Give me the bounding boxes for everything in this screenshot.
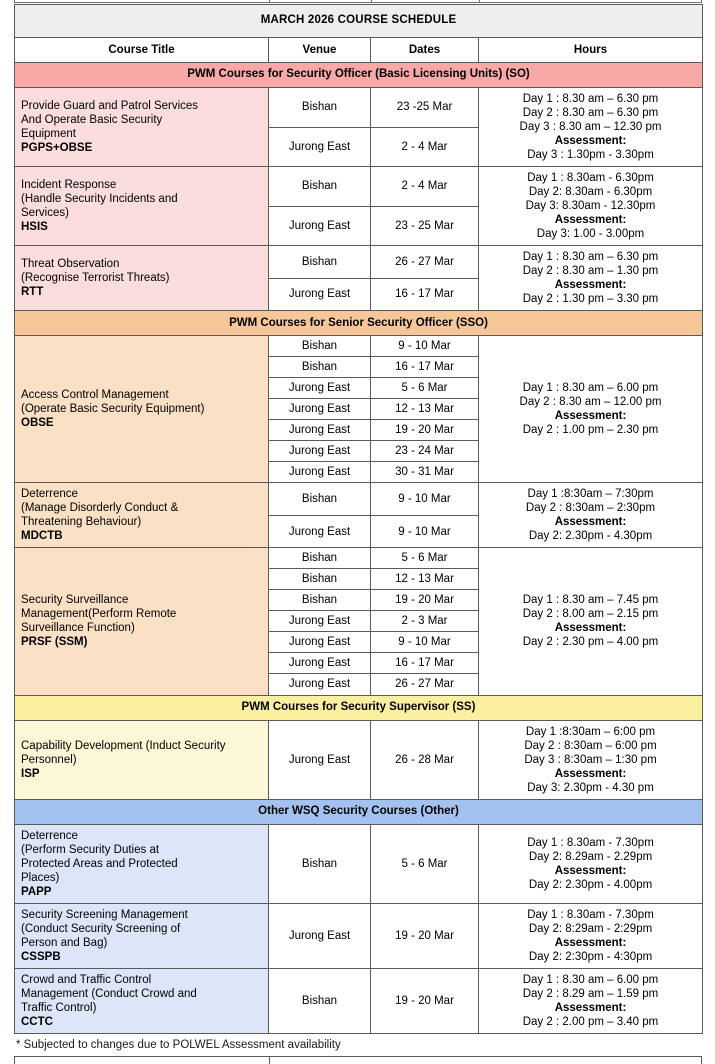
course-title-line: Equipment	[21, 128, 76, 141]
hours-line: Assessment:	[554, 864, 627, 877]
dates-cell: 9 - 10 Mar	[371, 483, 479, 516]
hours-line: Day 3 : 8:30am – 1:30 pm	[524, 753, 657, 766]
dates-cell: 2 - 3 Mar	[371, 611, 479, 632]
hours-line: Assessment:	[554, 279, 627, 292]
dates-cell: 23 - 25 Mar	[371, 206, 479, 246]
course-title-cell	[15, 336, 269, 483]
hours-line: Day 2 : 8:30am – 6:00 pm	[524, 739, 657, 752]
column-header-course-title: Course Title	[15, 38, 269, 63]
footnote: * Subjected to changes due to POLWEL Assessment availability	[16, 1039, 341, 1051]
hours-line: Day 2 : 1.00 pm – 2.30 pm	[522, 424, 659, 437]
column-header-venue: Venue	[269, 38, 371, 63]
course-title-line: (Conduct Security Screening of	[21, 922, 181, 935]
venue-cell: Bishan	[269, 88, 371, 128]
section-band-row	[15, 799, 703, 824]
venue-cell: Jurong East	[269, 278, 371, 311]
hours-line: Assessment:	[554, 135, 627, 148]
hours-line: Day 2 : 8.00 am – 2.15 pm	[522, 608, 659, 621]
course-title-line: Personnel)	[21, 753, 77, 766]
course-title-line: Deterrence	[21, 829, 78, 842]
course-code: CCTC	[21, 1015, 53, 1028]
section-band-row	[15, 695, 703, 720]
dates-cell: 5 - 6 Mar	[371, 548, 479, 569]
course-title-line: Access Control Management	[21, 389, 169, 402]
section-band-label: PWM Courses for Senior Security Officer (SSO)	[15, 311, 703, 336]
venue-cell: Jurong East	[269, 903, 371, 968]
hours-line: Day 2 : 8.30 am – 1.30 pm	[522, 265, 659, 278]
course-title-line: (Recognise Terrorist Threats)	[21, 272, 170, 285]
hours-cell	[479, 548, 703, 695]
section-band-row	[15, 63, 703, 88]
clipped-divider	[269, 1057, 270, 1064]
course-title-cell	[15, 167, 269, 246]
hours-line: Day 2: 2.30pm - 4.30pm	[528, 530, 653, 543]
course-title-line: Crowd and Traffic Control	[21, 973, 152, 986]
hours-line: Day 1 : 8.30 am – 7.45 pm	[522, 594, 659, 607]
dates-cell: 16 - 17 Mar	[371, 653, 479, 674]
hours-cell	[479, 824, 703, 903]
course-code: PAPP	[21, 885, 52, 898]
hours-line: Day 2 : 8.30 am – 6.30 pm	[522, 107, 659, 120]
hours-cell	[479, 336, 703, 483]
section-band-label: PWM Courses for Security Supervisor (SS)	[15, 695, 703, 720]
hours-line: Day 3: 1.00 - 3.00pm	[536, 228, 645, 241]
hours-line: Day 1 : 8.30 am – 6.00 pm	[522, 382, 659, 395]
dates-cell: 19 - 20 Mar	[371, 968, 479, 1033]
course-code: ISP	[21, 767, 40, 780]
hours-line: Day 2 : 1.30 pm – 3.30 pm	[522, 293, 659, 306]
venue-cell: Bishan	[269, 590, 371, 611]
venue-cell: Bishan	[269, 336, 371, 357]
venue-cell: Bishan	[269, 167, 371, 207]
hours-line: Day 2: 8:29am - 2:29pm	[528, 922, 653, 935]
table-row	[15, 720, 703, 799]
section-band-row	[15, 311, 703, 336]
dates-cell: 9 - 10 Mar	[371, 336, 479, 357]
dates-cell: 30 - 31 Mar	[371, 462, 479, 483]
venue-cell: Jurong East	[269, 515, 371, 548]
table-row	[15, 167, 703, 207]
dates-cell: 16 - 17 Mar	[371, 278, 479, 311]
course-title-line: Places)	[21, 871, 60, 884]
course-title-line: Security Surveillance	[21, 594, 129, 607]
dates-cell: 2 - 4 Mar	[371, 127, 479, 167]
venue-cell: Jurong East	[269, 399, 371, 420]
hours-line: Day 3: 8.30am - 12.30pm	[525, 200, 656, 213]
hours-line: Day 1 : 8.30am - 7.30pm	[527, 836, 654, 849]
course-code: MDCTB	[21, 530, 63, 543]
course-title-cell	[15, 246, 269, 311]
hours-line: Day 1 :8:30am – 7:30pm	[527, 488, 654, 501]
hours-line: Day 1 : 8.30am - 6.30pm	[527, 172, 654, 185]
course-title-cell	[15, 720, 269, 799]
dates-cell: 19 - 20 Mar	[371, 590, 479, 611]
venue-cell: Jurong East	[269, 420, 371, 441]
course-title-line: Traffic Control)	[21, 1001, 97, 1014]
hours-line: Day 3: 2.30pm - 4.30 pm	[527, 781, 654, 794]
hours-cell	[479, 720, 703, 799]
hours-line: Day 1 : 8.30 am – 6.00 pm	[522, 973, 659, 986]
dates-cell: 23 - 24 Mar	[371, 441, 479, 462]
venue-cell: Jurong East	[269, 674, 371, 695]
course-title-line: And Operate Basic Security	[21, 114, 163, 127]
table-row	[15, 824, 703, 903]
dates-cell: 23 -25 Mar	[371, 88, 479, 128]
course-title-line: Deterrence	[21, 488, 78, 501]
column-header-hours: Hours	[479, 38, 703, 63]
dates-cell: 12 - 13 Mar	[371, 569, 479, 590]
table-row	[15, 548, 703, 569]
venue-cell: Bishan	[269, 824, 371, 903]
venue-cell: Jurong East	[269, 653, 371, 674]
hours-line: Assessment:	[554, 622, 627, 635]
course-title-cell	[15, 548, 269, 695]
dates-cell: 19 - 20 Mar	[371, 420, 479, 441]
hours-cell	[479, 88, 703, 167]
course-title-cell	[15, 824, 269, 903]
course-title-line: (Perform Security Duties at	[21, 843, 160, 856]
course-title-line: (Handle Security Incidents and	[21, 193, 178, 206]
dates-cell: 5 - 6 Mar	[371, 378, 479, 399]
course-code: HSIS	[21, 221, 48, 234]
hours-line: Day 2 : 8:30am – 2:30pm	[525, 502, 656, 515]
course-title-line: Person and Bag)	[21, 936, 108, 949]
course-title-line: Protected Areas and Protected	[21, 857, 178, 870]
title-row	[15, 5, 703, 38]
venue-cell: Jurong East	[269, 127, 371, 167]
course-title-cell	[15, 903, 269, 968]
course-code: RTT	[21, 286, 44, 299]
hours-cell	[479, 903, 703, 968]
venue-cell: Bishan	[269, 246, 371, 279]
course-title-line: Management(Perform Remote	[21, 608, 177, 621]
hours-line: Day 3 : 1.30pm - 3.30pm	[527, 149, 654, 162]
venue-cell: Bishan	[269, 483, 371, 516]
course-code: PGPS+OBSE	[21, 142, 93, 155]
dates-cell: 16 - 17 Mar	[371, 357, 479, 378]
hours-line: Day 2 : 2.00 pm – 3.40 pm	[522, 1015, 659, 1028]
dates-cell: 9 - 10 Mar	[371, 515, 479, 548]
venue-cell: Bishan	[269, 548, 371, 569]
hours-line: Day 2: 2.30pm - 4.00pm	[528, 878, 653, 891]
course-title-line: Services)	[21, 207, 69, 220]
hours-line: Day 2: 2:30pm - 4:30pm	[528, 950, 653, 963]
hours-line: Assessment:	[554, 516, 627, 529]
hours-line: Assessment:	[554, 767, 627, 780]
course-title-line: (Operate Basic Security Equipment)	[21, 403, 205, 416]
venue-cell: Jurong East	[269, 611, 371, 632]
course-title-line: Capability Development (Induct Security	[21, 739, 226, 752]
hours-line: Day 1 : 8.30 am – 6.30 pm	[522, 251, 659, 264]
hours-line: Day 2: 8.29am - 2.29pm	[528, 850, 653, 863]
column-header-dates: Dates	[371, 38, 479, 63]
venue-cell: Jurong East	[269, 206, 371, 246]
section-band-label: PWM Courses for Security Officer (Basic Licensing Units) (SO)	[15, 63, 703, 88]
table-row	[15, 483, 703, 516]
table-row	[15, 336, 703, 357]
hours-cell	[479, 246, 703, 311]
hours-cell	[479, 167, 703, 246]
course-title-line: Threatening Behaviour)	[21, 516, 142, 529]
hours-line: Day 1 :8:30am – 6:00 pm	[525, 725, 656, 738]
hours-line: Day 3 : 8.30 am – 12.30 pm	[519, 121, 662, 134]
hours-line: Assessment:	[554, 936, 627, 949]
hours-line: Day 2: 8.30am - 6.30pm	[528, 186, 653, 199]
clipped-divider	[479, 0, 480, 2]
course-title-line: Security Screening Management	[21, 908, 188, 921]
venue-cell: Bishan	[269, 357, 371, 378]
hours-line: Day 1 : 8.30 am – 6.30 pm	[522, 93, 659, 105]
venue-cell: Jurong East	[269, 441, 371, 462]
course-code: OBSE	[21, 417, 54, 430]
course-title-line: Management (Conduct Crowd and	[21, 987, 197, 1000]
clipped-table-top	[14, 0, 702, 3]
course-code: CSSPB	[21, 950, 61, 963]
dates-cell: 19 - 20 Mar	[371, 903, 479, 968]
course-title-line: Surveillance Function)	[21, 622, 135, 635]
venue-cell: Jurong East	[269, 720, 371, 799]
dates-cell: 26 - 27 Mar	[371, 246, 479, 279]
hours-line: Assessment:	[554, 410, 627, 423]
table-row	[15, 246, 703, 279]
hours-line: Day 2 : 8.29 am – 1.59 pm	[522, 987, 659, 1000]
dates-cell: 5 - 6 Mar	[371, 824, 479, 903]
column-header-row	[15, 38, 703, 63]
course-title-line: Threat Observation	[21, 258, 120, 271]
course-schedule-table	[14, 4, 703, 1034]
course-title-cell	[15, 88, 269, 167]
dates-cell: 26 - 28 Mar	[371, 720, 479, 799]
venue-cell: Jurong East	[269, 632, 371, 653]
course-title-line: Incident Response	[21, 179, 117, 192]
venue-cell: Bishan	[269, 569, 371, 590]
table-row	[15, 903, 703, 968]
venue-cell: Bishan	[269, 968, 371, 1033]
section-band-label: Other WSQ Security Courses (Other)	[15, 799, 703, 824]
venue-cell: Jurong East	[269, 378, 371, 399]
page-title: MARCH 2026 COURSE SCHEDULE	[15, 5, 703, 38]
dates-cell: 26 - 27 Mar	[371, 674, 479, 695]
hours-line: Day 2 : 8.30 am – 12.00 pm	[519, 396, 662, 409]
hours-line: Day 1 : 8.30am - 7.30pm	[527, 908, 654, 921]
hours-line: Assessment:	[554, 1001, 627, 1014]
course-title-line: Provide Guard and Patrol Services	[21, 100, 199, 112]
clipped-table-bottom	[14, 1056, 702, 1064]
hours-cell	[479, 483, 703, 548]
dates-cell: 2 - 4 Mar	[371, 167, 479, 207]
hours-line: Day 2 : 2.30 pm – 4.00 pm	[522, 636, 659, 649]
venue-cell: Jurong East	[269, 462, 371, 483]
course-title-cell	[15, 483, 269, 548]
dates-cell: 12 - 13 Mar	[371, 399, 479, 420]
course-title-line: (Manage Disorderly Conduct &	[21, 502, 179, 515]
course-code: PRSF (SSM)	[21, 636, 88, 649]
hours-line: Assessment:	[554, 214, 627, 227]
clipped-divider	[371, 0, 372, 2]
dates-cell: 9 - 10 Mar	[371, 632, 479, 653]
clipped-divider	[269, 0, 270, 2]
table-row	[15, 88, 703, 128]
